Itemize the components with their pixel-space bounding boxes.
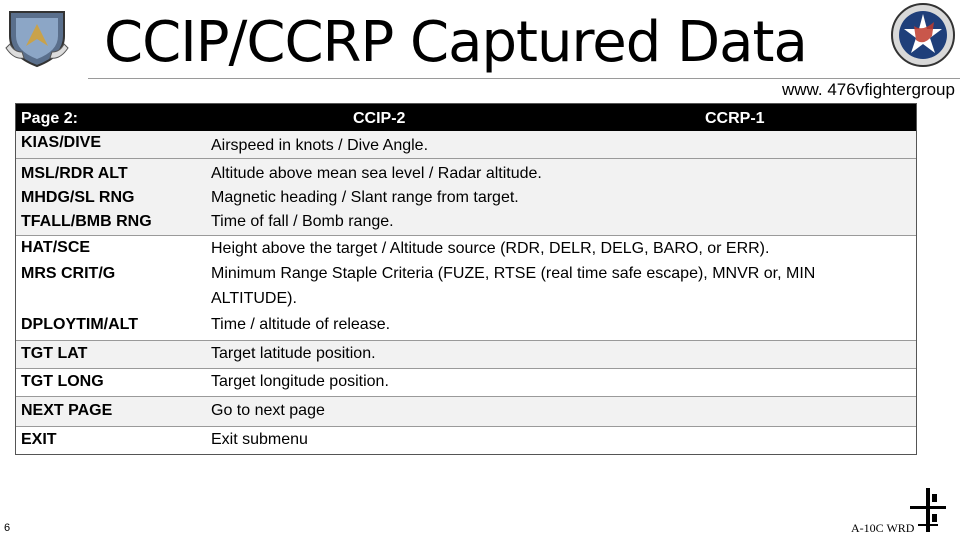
table-row [16, 369, 916, 397]
row-description: Altitude above mean sea level / Radar altitude. [211, 165, 542, 182]
row-term: EXIT [21, 431, 57, 448]
column-ccrp-header: CCRP-1 [705, 110, 765, 127]
row-term: MHDG/SL RNG [21, 189, 135, 206]
website-url: www. 476vfightergroup [782, 80, 955, 99]
row-term: NEXT PAGE [21, 402, 113, 419]
table-header-row [16, 104, 916, 131]
page-number: 6 [4, 522, 11, 534]
table-row [16, 159, 916, 236]
row-description: Airspeed in knots / Dive Angle. [211, 137, 429, 154]
row-description: Time of fall / Bomb range. [211, 213, 394, 230]
row-description: Height above the target / Altitude source (RDR, DELR, DELG, BARO, or ERR). [211, 240, 770, 257]
row-description-continued: ALTITUDE). [211, 290, 297, 307]
row-description: Minimum Range Staple Criteria (FUZE, RTSE (real time safe escape), MNVR or, MIN [211, 265, 816, 282]
row-description: Exit submenu [211, 431, 308, 448]
captured-data-table [15, 103, 917, 455]
column-ccip-header: CCIP-2 [353, 110, 406, 127]
table-row [16, 427, 916, 455]
table-row [16, 397, 916, 427]
row-term: MRS CRIT/G [21, 265, 116, 282]
row-description: Time / altitude of release. [211, 316, 391, 333]
row-term: TGT LAT [21, 345, 88, 362]
table-row [16, 131, 916, 159]
squadron-patch-logo [890, 2, 956, 68]
row-term: TFALL/BMB RNG [21, 213, 152, 230]
aircraft-silhouette-icon [908, 486, 948, 534]
row-term: KIAS/DIVE [21, 134, 102, 151]
row-description: Target latitude position. [211, 345, 376, 362]
slide-title: CCIP/CCRP Captured Data [104, 10, 807, 75]
group-emblem-logo [4, 6, 70, 68]
footer-label: A-10C WRD [851, 521, 915, 535]
row-description: Magnetic heading / Slant range from target. [211, 189, 519, 206]
title-divider [88, 78, 960, 79]
table-row [16, 236, 916, 341]
row-description: Target longitude position. [211, 373, 389, 390]
row-term: MSL/RDR ALT [21, 165, 128, 182]
row-term: DPLOYTIM/ALT [21, 316, 139, 333]
row-term: HAT/SCE [21, 239, 91, 256]
table-row [16, 341, 916, 369]
page-label: Page 2: [21, 110, 78, 127]
row-term: TGT LONG [21, 373, 104, 390]
row-description: Go to next page [211, 402, 325, 419]
